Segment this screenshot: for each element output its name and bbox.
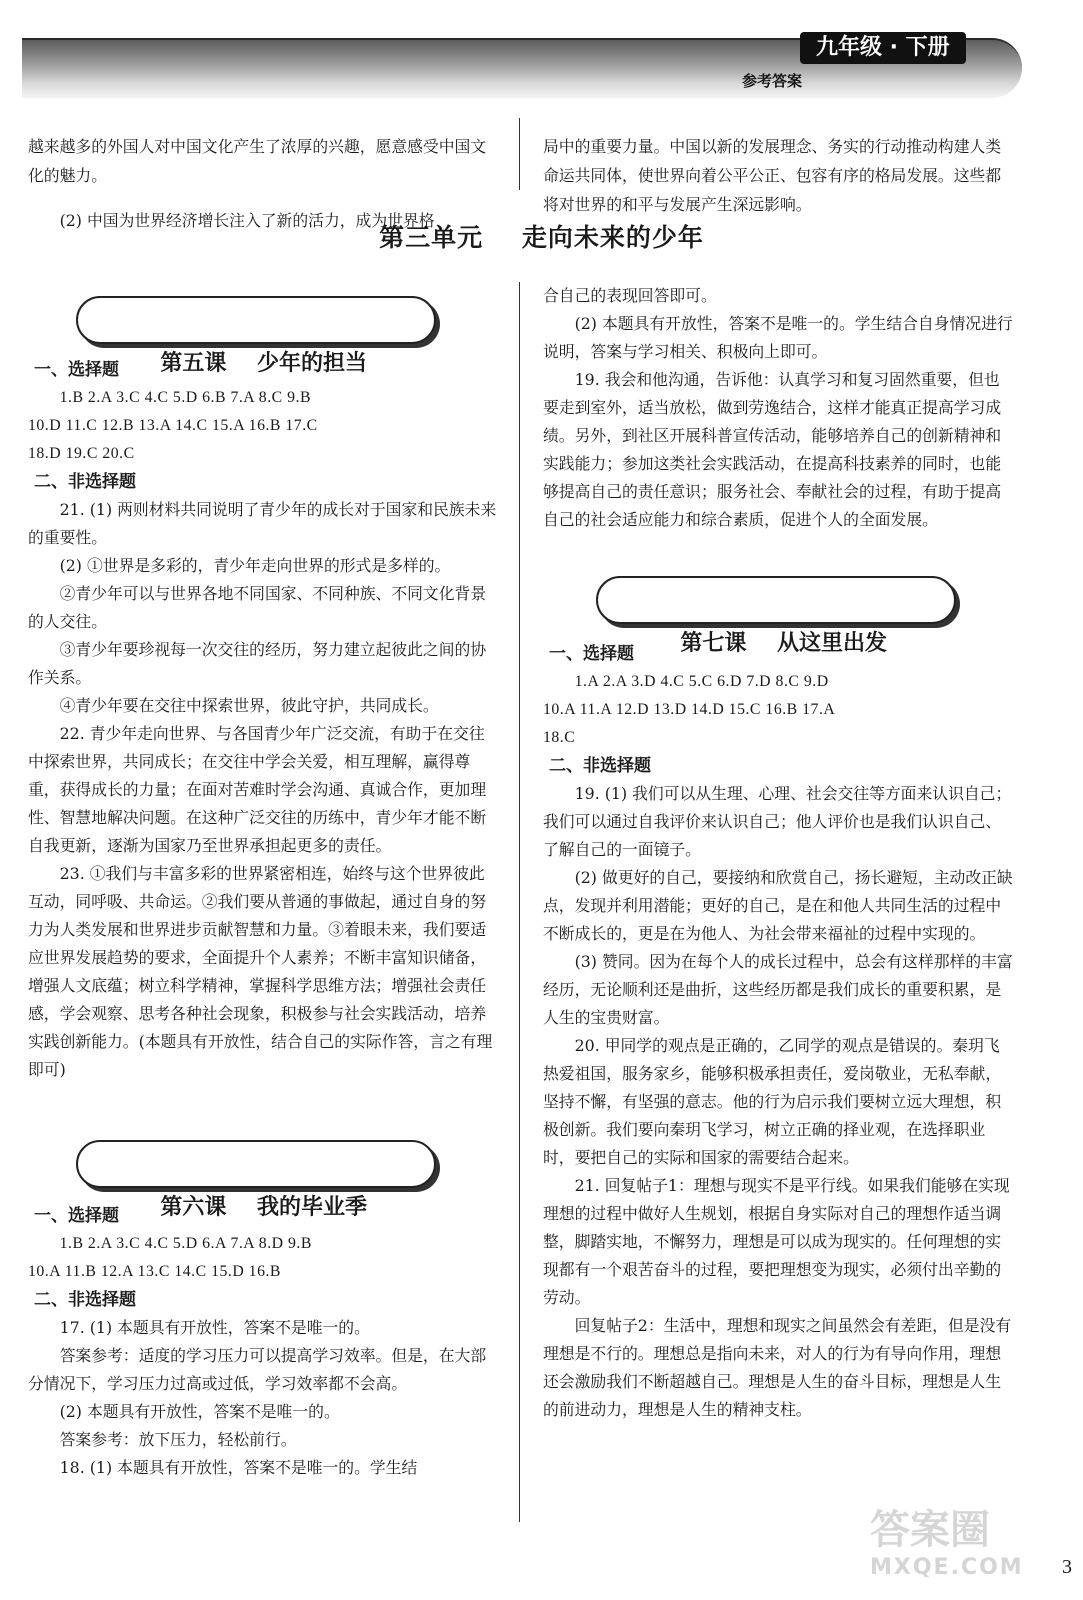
paragraph: 局中的重要力量。中国以新的发展理念、务实的行动推动构建人类命运共同体，使世界向着公平公正、包容有序的格局发展。这些都将对世界的和平与发展产生深远影响。 [543,136,1002,214]
paragraph: 23. ①我们与丰富多彩的世界紧密相连，始终与这个世界彼此互动，同呼吸、共命运。②我们要从普通的事做起，通过自身的努力为人类发展和世界进步贡献智慧和力量。③着眼未来，我们要适应世界发展趋势的要求，全面提升个人素养；不断丰富知识储备，增强人文底蕴；树立科学精神，掌握科学思维方法；增强社会责任感，学会观察、思考各种社会现象，积极参与社会实践活动，培养实践创新能力。(本题具有开放性，结合自己的实际作答，言之有理即可) [28,864,493,1079]
lesson5-title: 第五课 少年的担当 [160,351,367,376]
paragraph: (2) 本题具有开放性，答案不是唯一的。 [59,1402,340,1421]
paragraph: 越来越多的外国人对中国文化产生了浓厚的兴趣，愿意感受中国文化的魅力。 [28,136,487,185]
grade-badge: 九年级 · 下册 [800,32,966,64]
section-heading: 一、选择题 [34,360,119,380]
paragraph: 答案参考：放下压力，轻松前行。 [59,1430,297,1449]
watermark-logo [870,1498,1070,1598]
section-heading: 二、非选择题 [34,472,136,492]
lesson5-title-box [76,296,436,376]
section-heading: 二、非选择题 [34,1290,136,1310]
left-column [28,356,498,1084]
lesson6-title: 第六课 我的毕业季 [160,1195,367,1220]
paragraph: 22. 青少年走向世界、与各国青少年广泛交流，有助于在交往中探索世界，共同成长；在交往中学会关爱，相互理解，赢得尊重，获得成长的力量；在面对苦难时学会沟通、真诚合作，更加理性、智慧地解决问题。在这种广泛交往的历练中，青少年才能不断自我更新，逐渐为国家乃至世界承担起更多的责任。 [28,724,487,855]
paragraph: ③青少年要珍视每一次交往的经历，努力建立起彼此之间的协作关系。 [28,640,487,687]
paragraph: 合自己的表现回答即可。 [543,286,717,305]
right-column-lower [543,640,1013,1424]
paragraph: (2) 本题具有开放性，答案不是唯一的。学生结合自身情况进行说明，答案与学习相关、积极向上即可。 [543,314,1013,361]
paragraph: 17. (1) 本题具有开放性，答案不是唯一的。 [59,1318,370,1337]
paragraph: 回复帖子2：生活中，理想和现实之间虽然会有差距，但是没有理想是不行的。理想总是指向未来，对人的行为有导向作用，理想还会激励我们不断超越自己。理想是人生的奋斗目标，理想是人生的前进动力，理想是人生的精神支柱。 [543,1316,1012,1419]
answer-line: 1.B 2.A 3.C 4.C 5.D 6.A 7.A 8.D 9.B [59,1235,312,1252]
paragraph: 19. 我会和他沟通，告诉他：认真学习和复习固然重要，但也要走到室外，适当放松，做到劳逸结合，这样才能真正提高学习成绩。另外，到社区开展科普宣传活动，能够培养自己的创新精神和实践能力；参加这类社会实践活动，在提高科技素养的同时，也能够提高自己的责任意识；服务社会、奉献社会的过程，有助于提高自己的社会适应能力和综合素质，促进个人的全面发展。 [543,370,1002,529]
paragraph: 21. (1) 两则材料共同说明了青少年的成长对于国家和民族未来的重要性。 [28,500,497,547]
answer-line: 10.A 11.A 12.D 13.D 14.D 15.C 16.B 17.A [543,701,836,718]
paragraph: (2) ①世界是多彩的，青少年走向世界的形式是多样的。 [59,556,451,575]
watermark-domain: MXQE.COM [870,1555,1024,1580]
lesson7-title: 第七课 从这里出发 [680,631,887,656]
section-heading: 二、非选择题 [549,756,651,776]
watermark-text: 答案圈 [870,1507,990,1553]
answer-line: 10.A 11.B 12.A 13.C 14.C 15.D 16.B [28,1263,281,1280]
answer-line: 18.C [543,729,576,746]
top-right-column [543,116,1013,235]
paragraph: (2) 中国为世界经济增长注入了新的活力，成为世界格 [59,210,435,230]
answer-line: 1.B 2.A 3.C 4.C 5.D 6.B 7.A 8.C 9.B [59,389,312,406]
paragraph: ④青少年要在交往中探索世界，彼此守护，共同成长。 [59,696,439,715]
paragraph: 20. 甲同学的观点是正确的，乙同学的观点是错误的。秦玥飞热爱祖国，服务家乡，能够积极承担责任，爱岗敬业，无私奉献，坚持不懈，有坚强的意志。他的行为启示我们要树立远大理想，积极创新。我们要向秦玥飞学习，树立正确的择业观，在选择职业时，要把自己的实际和国家的需要结合起来。 [543,1036,1002,1167]
paragraph: 19. (1) 我们可以从生理、心理、社会交往等方面来认识自己；我们可以通过自我评价来认识自己；他人评价也是我们认识自己、了解自己的一面镜子。 [543,784,1012,859]
paragraph: 21. 回复帖子1：理想与现实不是平行线。如果我们能够在实现理想的过程中做好人生规划，根据自身实际对自己的理想作适当调整，脚踏实地，不懈努力，理想是可以成为现实的。任何理想的实现都有一个艰苦奋斗的过程，要把理想变为现实，必须付出辛勤的劳动。 [543,1176,1010,1307]
paragraph: 答案参考：适度的学习压力可以提高学习效率。但是，在大部分情况下，学习压力过高或过低，学习效率都不会高。 [28,1346,487,1393]
section-heading: 一、选择题 [34,1206,119,1226]
section-heading: 一、选择题 [549,644,634,664]
right-column [543,282,1013,534]
answer-line: 1.A 2.A 3.D 4.C 5.C 6.D 7.D 8.C 9.D [574,673,829,690]
lesson6-title-box [76,1140,436,1220]
paragraph: ②青少年可以与世界各地不同国家、不同种族、不同文化背景的人交往。 [28,584,487,631]
answer-line: 10.D 11.C 12.B 13.A 14.C 15.A 16.B 17.C [28,417,318,434]
answer-line: 18.D 19.C 20.C [28,445,135,462]
lesson7-title-box [596,576,956,656]
paragraph: 18. (1) 本题具有开放性，答案不是唯一的。学生结 [59,1458,418,1477]
paragraph: (3) 赞同。因为在每个人的成长过程中，总会有这样那样的丰富经历，无论顺利还是曲折，这些经历都是我们成长的重要积累，是人生的宝贵财富。 [543,952,1013,1027]
page-number: 3 [1062,1556,1072,1578]
unit-title: 第三单元 走向未来的少年 [379,223,704,252]
left-column-lower [28,1202,498,1482]
paragraph: (2) 做更好的自己，要接纳和欣赏自己，扬长避短，主动改正缺点，发现并利用潜能；更好的自己，是在和他人共同生活的过程中不断成长的，更是在为他人、为社会带来福祉的过程中实现的。 [543,868,1013,943]
column-divider-top [519,118,520,190]
column-divider-main [519,282,520,1522]
header-subtitle: 参考答案 [742,72,803,90]
